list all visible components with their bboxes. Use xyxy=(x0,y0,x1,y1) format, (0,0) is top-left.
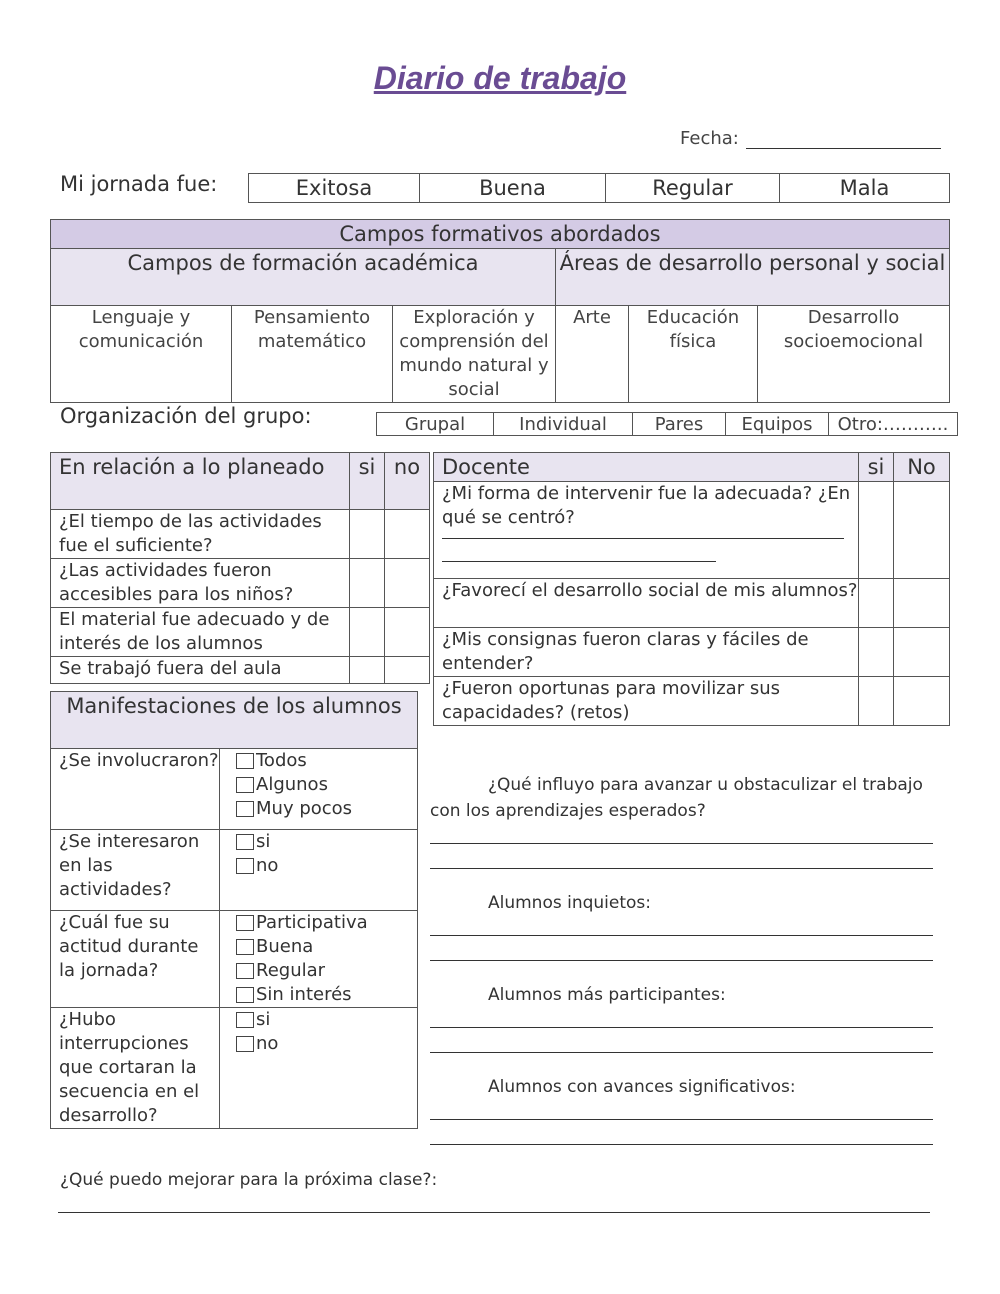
docente-answer-line[interactable] xyxy=(442,561,716,562)
planeado-si-cell[interactable] xyxy=(350,559,385,608)
docente-no-cell[interactable] xyxy=(894,677,950,726)
manif-q-actitud: ¿Cuál fue su actitud durante la jornada? xyxy=(51,911,220,1008)
campo-educacion-fisica[interactable]: Educación física xyxy=(629,306,758,403)
answer-line[interactable] xyxy=(430,1027,933,1028)
jornada-option-buena[interactable]: Buena xyxy=(420,174,606,203)
campos-areas-header: Áreas de desarrollo personal y social xyxy=(556,249,950,306)
fecha-field[interactable] xyxy=(746,148,941,149)
answer-line[interactable] xyxy=(430,843,933,844)
checkbox-icon[interactable] xyxy=(236,1036,254,1052)
campos-formativos-table xyxy=(50,219,950,403)
option-algunos[interactable] xyxy=(228,773,417,797)
org-option-pares[interactable]: Pares xyxy=(633,413,726,436)
jornada-options xyxy=(248,173,950,203)
docente-header: Docente xyxy=(434,453,859,482)
planeado-no-cell[interactable] xyxy=(385,510,430,559)
option-si[interactable] xyxy=(228,830,417,854)
manif-q-interrupciones: ¿Hubo interrupciones que cortaran la secuencia en el desarrollo? xyxy=(51,1008,220,1129)
option-label: Algunos xyxy=(256,774,328,795)
campo-arte[interactable]: Arte xyxy=(556,306,629,403)
docente-no-cell[interactable] xyxy=(894,628,950,677)
planeado-no-header: no xyxy=(385,453,430,510)
manif-q-involucraron: ¿Se involucraron? xyxy=(51,749,220,830)
answer-line[interactable] xyxy=(430,1144,933,1145)
campo-pensamiento[interactable]: Pensamiento matemático xyxy=(232,306,393,403)
option-label: Buena xyxy=(256,936,314,957)
jornada-option-mala[interactable]: Mala xyxy=(780,174,950,203)
org-option-otro[interactable]: Otro:……….. xyxy=(829,413,958,436)
planeado-si-cell[interactable] xyxy=(350,657,385,684)
option-label: no xyxy=(256,1033,279,1054)
option-label: si xyxy=(256,831,271,852)
docente-si-cell[interactable] xyxy=(859,579,894,628)
docente-row-intervenir xyxy=(434,482,859,579)
checkbox-icon[interactable] xyxy=(236,753,254,769)
checkbox-icon[interactable] xyxy=(236,777,254,793)
option-label: Muy pocos xyxy=(256,798,353,819)
org-option-individual[interactable]: Individual xyxy=(494,413,633,436)
org-option-equipos[interactable]: Equipos xyxy=(726,413,829,436)
checkbox-icon[interactable] xyxy=(236,834,254,850)
checkbox-icon[interactable] xyxy=(236,1012,254,1028)
docente-no-cell[interactable] xyxy=(894,482,950,579)
checkbox-icon[interactable] xyxy=(236,963,254,979)
option-label: Participativa xyxy=(256,912,368,933)
planeado-row-fuera-aula: Se trabajó fuera del aula xyxy=(51,657,350,684)
option-todos[interactable] xyxy=(228,749,417,773)
manif-options xyxy=(220,1008,418,1129)
planeado-si-cell[interactable] xyxy=(350,510,385,559)
planeado-row-accesibles: ¿Las actividades fueron accesibles para los niños? xyxy=(51,559,350,608)
checkbox-icon[interactable] xyxy=(236,858,254,874)
jornada-label: Mi jornada fue: xyxy=(60,172,218,196)
docente-si-cell[interactable] xyxy=(859,628,894,677)
fecha-label: Fecha: xyxy=(680,128,739,149)
manif-q-interesaron: ¿Se interesaron en las actividades? xyxy=(51,830,220,911)
organizacion-label: Organización del grupo: xyxy=(60,404,312,428)
planeado-row-material: El material fue adecuado y de interés de los alumnos xyxy=(51,608,350,657)
option-participativa[interactable] xyxy=(228,911,417,935)
manifestaciones-table xyxy=(50,691,418,1129)
pregunta-avances: Alumnos con avances significativos: xyxy=(488,1077,796,1097)
docente-row-social: ¿Favorecí el desarrollo social de mis alumnos? xyxy=(434,579,859,628)
checkbox-icon[interactable] xyxy=(236,801,254,817)
jornada-option-exitosa[interactable]: Exitosa xyxy=(249,174,420,203)
option-no[interactable] xyxy=(228,1032,417,1056)
docente-row-intervenir-text: ¿Mi forma de intervenir fue la adecuada? ¿En qué se centró? xyxy=(442,483,851,528)
option-muy-pocos[interactable] xyxy=(228,797,417,821)
answer-line[interactable] xyxy=(430,960,933,961)
planeado-header: En relación a lo planeado xyxy=(51,453,350,510)
pregunta-participantes: Alumnos más participantes: xyxy=(488,985,726,1005)
planeado-no-cell[interactable] xyxy=(385,608,430,657)
docente-row-oportunas: ¿Fueron oportunas para movilizar sus capacidades? (retos) xyxy=(434,677,859,726)
option-label: si xyxy=(256,1009,271,1030)
manif-options xyxy=(220,911,418,1008)
planeado-row-tiempo: ¿El tiempo de las actividades fue el suficiente? xyxy=(51,510,350,559)
pregunta-mejorar: ¿Qué puedo mejorar para la próxima clase?: xyxy=(60,1170,438,1190)
answer-line[interactable] xyxy=(430,868,933,869)
docente-row-consignas: ¿Mis consignas fueron claras y fáciles de entender? xyxy=(434,628,859,677)
planeado-no-cell[interactable] xyxy=(385,657,430,684)
manifestaciones-header: Manifestaciones de los alumnos xyxy=(51,692,418,749)
option-sin-interes[interactable] xyxy=(228,983,417,1007)
answer-line[interactable] xyxy=(58,1212,930,1213)
planeado-no-cell[interactable] xyxy=(385,559,430,608)
checkbox-icon[interactable] xyxy=(236,915,254,931)
docente-answer-line[interactable] xyxy=(442,538,844,539)
answer-line[interactable] xyxy=(430,1052,933,1053)
answer-line[interactable] xyxy=(430,935,933,936)
option-label: no xyxy=(256,855,279,876)
docente-si-cell[interactable] xyxy=(859,677,894,726)
campo-exploracion[interactable]: Exploración y comprensión del mundo natural y social xyxy=(393,306,556,403)
manif-options xyxy=(220,830,418,911)
pregunta-inquietos: Alumnos inquietos: xyxy=(488,893,652,913)
checkbox-icon[interactable] xyxy=(236,939,254,955)
org-option-grupal[interactable]: Grupal xyxy=(377,413,494,436)
option-regular[interactable] xyxy=(228,959,417,983)
campos-academica-header: Campos de formación académica xyxy=(51,249,556,306)
page-title: Diario de trabajo xyxy=(373,60,627,96)
checkbox-icon[interactable] xyxy=(236,987,254,1003)
planeado-si-header: si xyxy=(350,453,385,510)
docente-no-header: No xyxy=(894,453,950,482)
docente-si-header: si xyxy=(859,453,894,482)
answer-line[interactable] xyxy=(430,1119,933,1120)
docente-no-cell[interactable] xyxy=(894,579,950,628)
option-label: Regular xyxy=(256,960,326,981)
planeado-table xyxy=(50,452,430,684)
docente-table xyxy=(433,452,950,726)
option-label: Todos xyxy=(256,750,307,771)
docente-si-cell[interactable] xyxy=(859,482,894,579)
option-buena[interactable] xyxy=(228,935,417,959)
manif-options xyxy=(220,749,418,830)
planeado-si-cell[interactable] xyxy=(350,608,385,657)
jornada-option-regular[interactable]: Regular xyxy=(606,174,780,203)
organizacion-options xyxy=(376,412,958,436)
campo-socioemocional[interactable]: Desarrollo socioemocional xyxy=(758,306,950,403)
campos-header: Campos formativos abordados xyxy=(51,220,950,249)
option-si[interactable] xyxy=(228,1008,417,1032)
option-label: Sin interés xyxy=(256,984,352,1005)
pregunta-influyo: ¿Qué influyo para avanzar u obstaculizar el trabajo con los aprendizajes esperados? xyxy=(430,775,923,821)
option-no[interactable] xyxy=(228,854,417,878)
campo-lenguaje[interactable]: Lenguaje y comunicación xyxy=(51,306,232,403)
